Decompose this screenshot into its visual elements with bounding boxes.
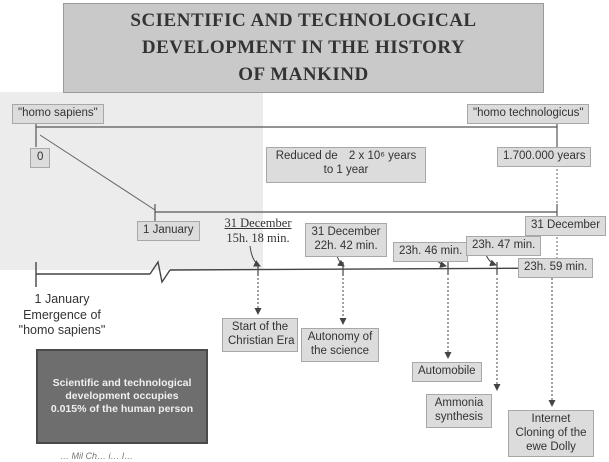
emergence-line-1: 1 January	[34, 292, 90, 306]
event-internet-line-2: Cloning of the	[515, 426, 587, 439]
event-autonomy-line-1: Autonomy of	[307, 331, 373, 343]
emergence-line-3: "homo sapiens"	[18, 323, 106, 338]
event-ammonia	[426, 394, 492, 428]
event-automobile: Automobile	[412, 362, 482, 382]
dec31-a-date: 31 December	[224, 216, 292, 230]
scale-diagonal	[40, 135, 155, 210]
event-christian-line-2: Christian Era	[228, 334, 295, 347]
years-label: 1.700.000 years	[497, 147, 591, 167]
title-line-3: OF MANKIND	[238, 64, 369, 85]
summary-box	[36, 349, 208, 444]
time-e-label: 23h. 59 min.	[518, 258, 593, 278]
dec31-b-date: 31 December	[311, 226, 381, 238]
dec31-b-time: 22h. 42 min.	[314, 239, 378, 252]
scale-note-reduced: Reduced de	[275, 150, 338, 162]
summary-text: Scientific and technological development occupies 0.015% of the human person	[50, 376, 194, 416]
title-line-1: SCIENTIFIC AND TECHNOLOGICAL	[130, 10, 477, 31]
time-d-label: 23h. 47 min.	[466, 236, 541, 256]
time-c-label: 23h. 46 min.	[393, 242, 468, 262]
event-internet-line-3: ewe Dolly	[526, 440, 576, 453]
homo-technologicus-label: "homo technologicus"	[467, 104, 589, 124]
scale-note-years: 2 x 10⁶ years	[348, 150, 417, 162]
dec31-a	[218, 216, 298, 246]
event-internet-line-1: Internet	[531, 413, 571, 425]
zero-label: 0	[30, 148, 50, 168]
emergence-line-2: Emergence of	[23, 307, 101, 322]
event-autonomy-line-2: the science	[310, 344, 370, 357]
title-line-2: DEVELOPMENT IN THE HISTORY	[141, 37, 466, 58]
homo-sapiens-label: "homo sapiens"	[12, 104, 104, 124]
scale-note-one-year: to 1 year	[323, 163, 369, 176]
event-christian-era	[222, 318, 298, 352]
event-ammonia-line-2: synthesis	[435, 410, 483, 423]
event-autonomy	[301, 328, 379, 362]
dec31-a-time: 15h. 18 min.	[226, 231, 290, 245]
scale-note	[266, 147, 426, 183]
emergence-label	[6, 292, 118, 339]
jan1-label: 1 January	[137, 221, 200, 241]
dec31-right-label: 31 December	[525, 216, 606, 236]
event-internet	[508, 410, 594, 457]
event-ammonia-line-1: Ammonia	[434, 397, 484, 409]
footer-note: … Mil Ch… i… l…	[60, 451, 134, 461]
event-christian-line-1: Start of the	[231, 321, 289, 333]
dec31-b	[305, 223, 387, 257]
